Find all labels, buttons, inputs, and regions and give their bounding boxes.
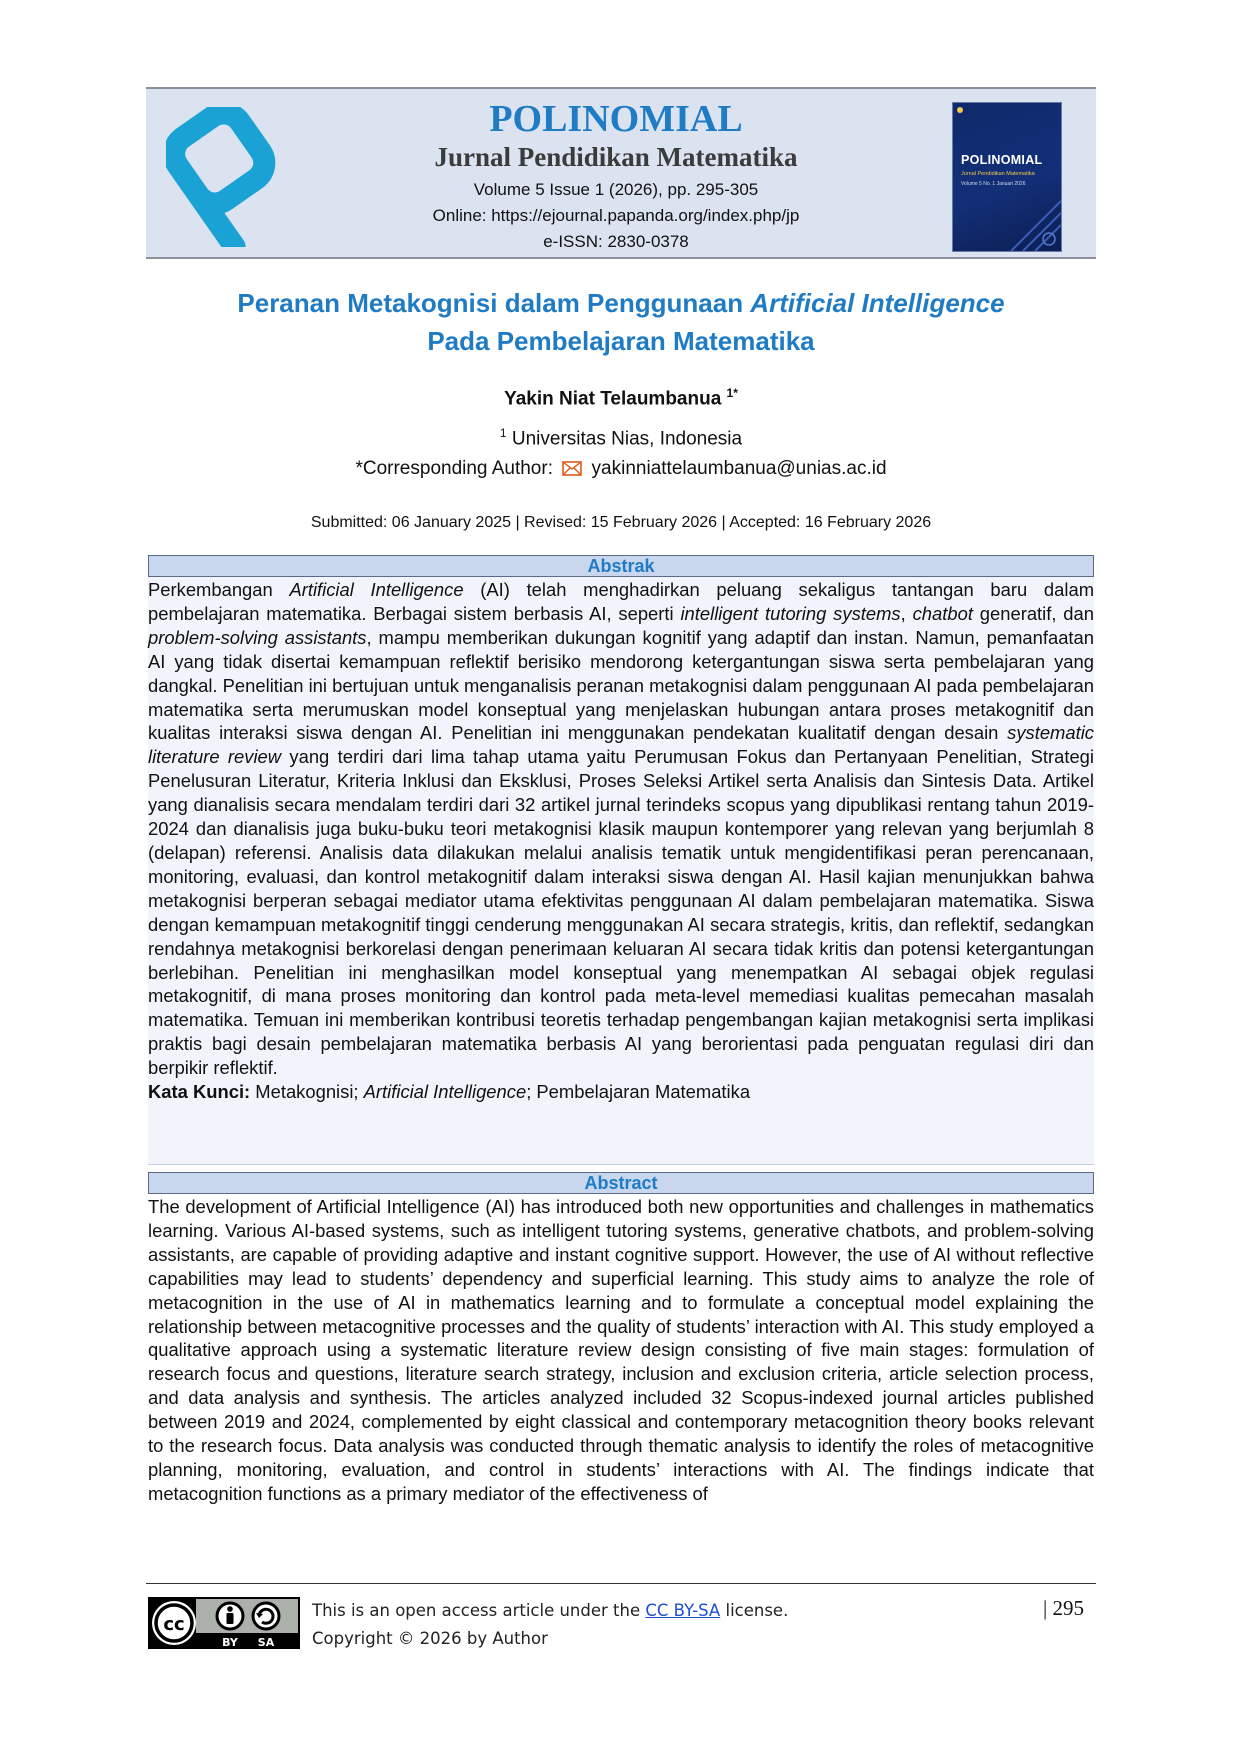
footer-rule: [146, 1583, 1096, 1584]
affiliation: $^1$ Universitas Nias, Indonesia: [499, 426, 743, 450]
page-number: | 295: [1043, 1596, 1084, 1620]
cc-by-text: BY: [222, 1636, 238, 1649]
cover-volume: Volume 5 No. 1 Januari 2026: [961, 181, 1026, 187]
mail-icon: [562, 461, 582, 476]
affiliation-sup: 1: [499, 426, 507, 440]
author-name: Yakin Niat Telaumbanua $^{1*}$: [504, 386, 738, 410]
abstrak-body: [148, 578, 1094, 1104]
keywords-label: Kata Kunci:: [148, 1081, 251, 1103]
issn: e-ISSN: 2830-0378: [543, 232, 689, 251]
cc-by-sa-link[interactable]: CC BY-SA: [645, 1601, 721, 1620]
journal-logo-icon: [166, 107, 296, 247]
title-line1: Peranan Metakognisi dalam Penggunaan: [237, 288, 751, 318]
abstract-body: [148, 1195, 1094, 1506]
abstract-paragraph: The development of Artificial Intelligence (AI) has introduced both new opportunities and challenges in mathematics learning. Various AI-based systems, such as intelligent tutoring systems, generative chatbots, and problem-solving assistants, are capable of providing adaptive and instant cognitive support. However, the use of AI without reflective capabilities may lead to students’ dependency and superficial learning. This study aims to analyze the role of metacognition in the use of AI in mathematics learning and to formulate a conceptual model explaining the relationship between metacognitive processes and the quality of students’ interaction with AI. This study employed a qualitative approach using a systematic literature review design consisting of five main stages: formulation of research focus and questions, literature search strategy, inclusion and exclusion criteria, article selection process, and data analysis and synthesis. The articles analyzed included 32 Scopus-indexed journal articles published between 2019 and 2024, complemented by eight classical and contemporary metacognition theory books relevant to the research focus. Data analysis was conducted through thematic analysis to identify the roles of metacognitive planning, monitoring, evaluation, and control in students’ interactions with AI. The findings indicate that metacognition functions as a primary mediator of the effectiveness of: [148, 1196, 1094, 1504]
cover-badge-icon: [957, 107, 963, 113]
corresponding-email[interactable]: yakinniattelaumbanua@unias.ac.id: [591, 458, 887, 479]
keywords: Kata Kunci: Metakognisi; Artificial Intelligence; Pembelajaran Matematika: [148, 1081, 751, 1103]
corresponding-author: [146, 458, 1096, 480]
abstrak-paragraph: Perkembangan Artificial Intelligence (AI) telah menghadirkan peluang sekaligus tantangan baru dalam pembelajaran matematika. Berbagai sistem berbasis AI, seperti intelligent tutoring systems, chatbot generatif, dan problem-solving assistants, mampu memberikan dukungan kognitif yang adaptif dan instan. Namun, pemanfaatan AI yang tidak disertai kemampuan reflektif berisiko mendorong ketergantungan siswa serta pembelajaran yang dangkal. Penelitian ini bertujuan untuk menganalisis peranan metakognisi dalam penggunaan AI pada pembelajaran matematika serta merumuskan model konseptual yang menjelaskan hubungan antara proses metakognitif dan kualitas interaksi siswa dengan AI. Penelitian ini menggunakan pendekatan kualitatif dengan desain systematic literature review yang terdiri dari lima tahap utama yaitu Perumusan Fokus dan Pertanyaan Penelitian, Strategi Penelusuran Literatur, Kriteria Inklusi dan Eksklusi, Proses Seleksi Artikel serta Analisis dan Sintesis Data. Artikel yang dianalisis secara mendalam terdiri dari 32 artikel jurnal terindeks scopus yang dipublikasi rentang tahun 2019-2024 dan dianalisis juga buku-buku teori metakognisi klasik maupun kontemporer yang relevan yang berjumlah 8 (delapan) referensi. Analisis data dilakukan melalui analisis tematik untuk mengidentifikasi peran perencanaan, monitoring, evaluasi, dan kontrol metakognitif dalam interaksi siswa dengan AI. Hasil kajian menunjukkan bahwa metakognisi berperan sebagai mediator utama efektivitas penggunaan AI dalam pembelajaran matematika. Siswa dengan kemampuan metakognitif tinggi cenderung menggunakan AI secara strategis, kritis, dan reflektif, sedangkan rendahnya metakognisi berkorelasi dengan penerimaan keluaran AI secara tidak kritis dan potensi ketergantungan berlebihan. Penelitian ini menghasilkan model konseptual yang menempatkan AI sebagai objek regulasi metakognitif, di mana proses monitoring dan kontrol pada meta-level memediasi kualitas pemecahan masalah matematika. Temuan ini memberikan kontribusi teoretis terhadap pengembangan kajian metakognisi serta implikasi praktis bagi desain pembelajaran matematika berbasis AI yang berorientasi pada penguatan regulasi diri dan berpikir reflektif.: [148, 579, 1095, 1079]
abstrak-heading: Abstrak: [148, 555, 1094, 577]
online-url[interactable]: Online: https://ejournal.papanda.org/index.php/jp: [432, 206, 800, 225]
corresponding-label: *Corresponding Author:: [355, 458, 553, 479]
journal-cover-image: [953, 103, 1061, 251]
title-line1-italic: Artificial Intelligence: [750, 288, 1005, 318]
submission-dates: Submitted: 06 January 2025 | Revised: 15 February 2026 | Accepted: 16 February 2026: [310, 514, 932, 531]
cc-sa-text: SA: [257, 1636, 275, 1649]
copyright: Copyright © 2026 by Author: [312, 1629, 548, 1648]
title-line2: Pada Pembelajaran Matematika: [427, 326, 815, 356]
license-notice: This is an open access article under the CC BY-SA license. Copyright © 2026 by Author: [312, 1597, 788, 1653]
volume-info: Volume 5 Issue 1 (2026), pp. 295-305: [473, 180, 759, 199]
cc-by-sa-license-icon: [148, 1597, 300, 1649]
cover-title: POLINOMIAL: [961, 153, 1043, 167]
journal-subtitle: Jurnal Pendidikan Matematika: [434, 142, 798, 172]
abstract-heading: Abstract: [148, 1172, 1094, 1194]
journal-header: [146, 87, 1096, 259]
cover-decoration-icon: [1001, 191, 1061, 251]
journal-name: POLINOMIAL: [489, 98, 743, 140]
paper-title: [146, 284, 1096, 360]
author-sup: 1*: [726, 386, 738, 400]
svg-text:cc: cc: [163, 1614, 185, 1635]
journal-info: [306, 89, 926, 257]
cover-subtitle: Jurnal Pendidikan Matematika: [961, 171, 1035, 177]
